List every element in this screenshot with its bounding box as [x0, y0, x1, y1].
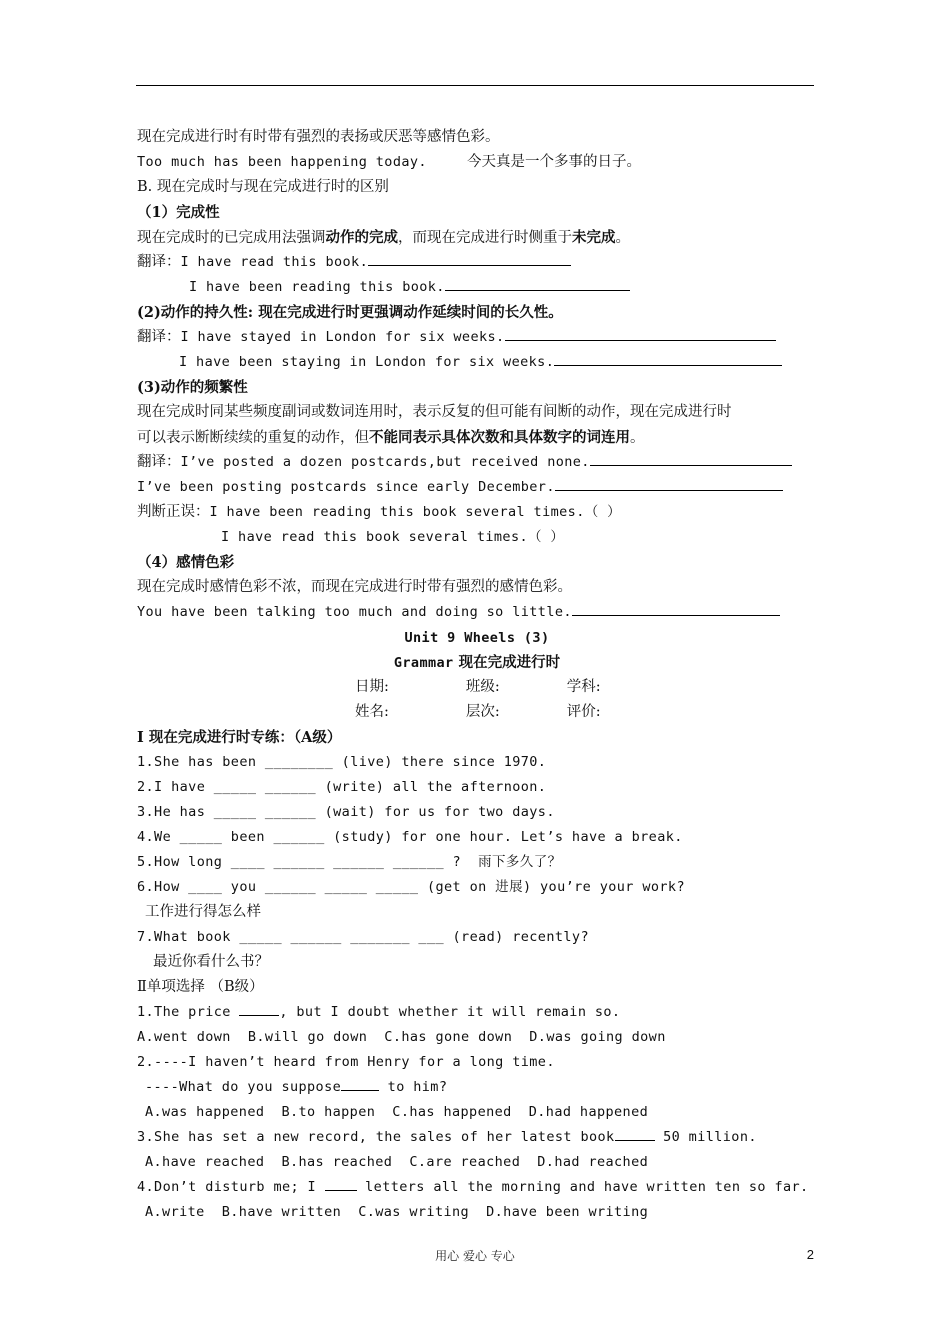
mc-options: A.have reached B.has reached C.are reached D.had reached: [145, 1154, 649, 1170]
date-label: 日期:: [355, 679, 389, 695]
translation-line: I’ve been posting postcards since early December.: [137, 475, 817, 500]
header-rule: [136, 85, 814, 86]
translation-line: I have been reading this book.: [137, 275, 817, 300]
mc-question: ----What do you suppose to him?: [137, 1075, 817, 1100]
exercise-item: 2.I have _____ ______ (write) all the afternoon.: [137, 779, 547, 795]
answer-blank[interactable]: [368, 251, 571, 266]
text-line: [137, 125, 817, 150]
section-heading: B. 现在完成时与现在完成进行时的区别: [137, 179, 389, 195]
translation-line: You have been talking too much and doing so little.: [137, 600, 817, 625]
example-sentence: Too much has been happening today.: [137, 154, 427, 170]
answer-blank[interactable]: [615, 1126, 655, 1141]
translation-line: 翻译：I’ve posted a dozen postcards,but received none.: [137, 450, 817, 475]
subject-label: 学科:: [566, 679, 601, 695]
mc-question: 2.----I haven’t heard from Henry for a long time.: [137, 1054, 555, 1070]
exercise-hint: 最近你看什么书？: [153, 954, 269, 970]
example-translation: 今天真是一个多事的日子。: [466, 154, 641, 170]
translation-line: 翻译：I have read this book.: [137, 250, 817, 275]
text-line: [137, 150, 817, 175]
exercise-item: 6.How ____ you ______ _____ _____ (get on 进展) you’re your work?: [137, 879, 685, 895]
exercise-item: 3.He has _____ ______ (wait) for us for two days.: [137, 804, 555, 820]
class-label: 班级:: [465, 679, 500, 695]
answer-blank[interactable]: [572, 601, 780, 616]
answer-blank[interactable]: [445, 276, 630, 291]
judge-line: I have read this book several times.（ ）: [221, 529, 565, 545]
answer-blank[interactable]: [554, 351, 782, 366]
mc-options: A.was happened B.to happen C.has happened D.had happened: [145, 1104, 649, 1120]
answer-blank[interactable]: [239, 1001, 279, 1016]
mc-options: A.write B.have written C.was writing D.have been writing: [145, 1204, 649, 1220]
info-row: [137, 675, 817, 700]
answer-blank[interactable]: [341, 1076, 379, 1091]
page-footer: [0, 1247, 950, 1267]
emphasis-text: 不能同表示具体次数和具体数字的词连用: [369, 429, 630, 446]
mc-question: 1.The price , but I doubt whether it will remain so.: [137, 1000, 817, 1025]
answer-blank[interactable]: [590, 451, 792, 466]
evaluation-label: 评价:: [566, 704, 601, 720]
exercise-hint: 工作进行得怎么样: [145, 904, 261, 920]
footer-motto: 用心 爱心 专心: [435, 1249, 515, 1263]
name-label: 姓名:: [355, 704, 389, 720]
paragraph-text: 现在完成进行时有时带有强烈的表扬或厌恶等感情色彩。: [137, 129, 500, 145]
subheading: (3)动作的频繁性: [137, 379, 248, 396]
exercise-item: 1.She has been ________ (live) there since 1970.: [137, 754, 547, 770]
subheading: （4）感情色彩: [137, 554, 235, 571]
page-number: 2: [806, 1247, 814, 1262]
section-heading: Ⅰ 现在完成进行时专练：（A级）: [137, 729, 342, 746]
mc-options: A.went down B.will go down C.has gone down D.was going down: [137, 1029, 666, 1045]
exercise-item: 5.How long ____ ______ ______ ______ ? 雨下多久了？: [137, 854, 562, 870]
mc-question: 4.Don’t disturb me; I letters all the morning and have written ten so far.: [137, 1175, 817, 1200]
judge-line: 判断正误：I have been reading this book several times.（ ）: [137, 504, 622, 520]
page-content: [137, 125, 817, 1225]
exercise-item: 7.What book _____ ______ _______ ___ (read) recently?: [137, 929, 589, 945]
text-line: 现在完成时的已完成用法强调动作的完成，而现在完成进行时侧重于未完成。: [137, 229, 630, 246]
subheading: （1）完成性: [137, 204, 220, 221]
exercise-item: 4.We _____ been ______ (study) for one hour. Let’s have a break.: [137, 829, 683, 845]
answer-blank[interactable]: [325, 1176, 357, 1191]
emphasis-text: 动作的完成: [325, 229, 398, 246]
subheading: (2)动作的持久性: 现在完成进行时更强调动作延续时间的长久性。: [137, 304, 563, 321]
text-line: 现在完成时同某些频度副词或数词连用时，表示反复的但可能有间断的动作，现在完成进行时: [137, 404, 732, 420]
mc-question: 3.She has set a new record, the sales of her latest book 50 million.: [137, 1125, 817, 1150]
answer-blank[interactable]: [555, 476, 783, 491]
answer-blank[interactable]: [505, 326, 776, 341]
translation-line: I have been staying in London for six weeks.: [137, 350, 817, 375]
text-line: 可以表示断断续续的重复的动作，但不能同表示具体次数和具体数字的词连用。: [137, 429, 645, 446]
info-row: [137, 700, 817, 725]
translation-line: 翻译：I have stayed in London for six weeks.: [137, 325, 817, 350]
text-line: 现在完成时感情色彩不浓，而现在完成进行时带有强烈的感情色彩。: [137, 579, 572, 595]
worksheet-title: Unit 9 Wheels (3): [404, 630, 550, 646]
section-heading: Ⅱ单项选择 （B级）: [137, 979, 264, 995]
level-label: 层次:: [465, 704, 500, 720]
emphasis-text: 未完成: [572, 229, 616, 246]
worksheet-subtitle: Grammar 现在完成进行时: [393, 654, 561, 671]
